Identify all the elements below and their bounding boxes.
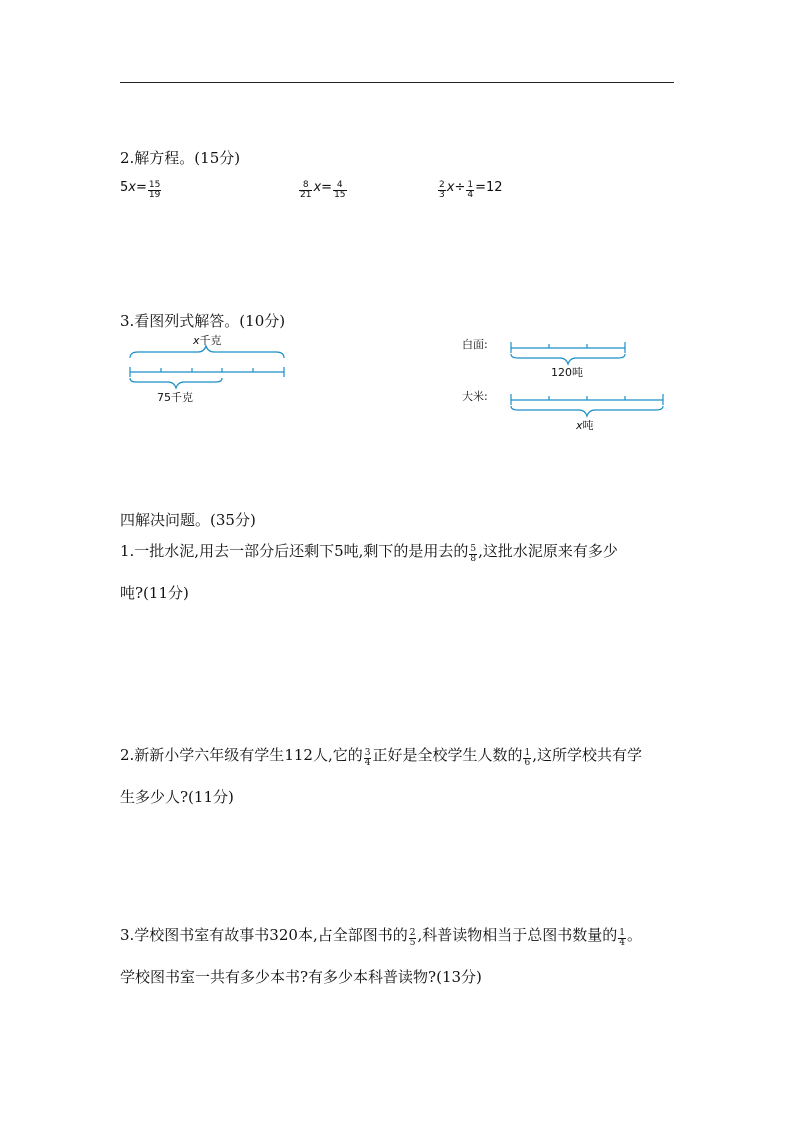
q2-equation-2 — [298, 179, 348, 200]
q2-title: 2.解方程。(15分) — [120, 149, 241, 167]
eq2-var: x — [313, 180, 322, 195]
eq1-var: x — [128, 180, 136, 195]
eq3-den2: 4 — [467, 189, 474, 200]
eq2-num2: 4 — [333, 181, 346, 191]
right-row2-label: 大米: — [462, 390, 488, 403]
q3-title: 3.看图列式解答。(10分) — [120, 312, 286, 330]
problem2-line1: 2.新新小学六年级有学生112人,它的 $\frac{3}{4}$ 正好是全校学生人数的 $\frac{1}{6}$ ,这所学校共有学 — [120, 746, 642, 768]
eq3-var: x — [446, 180, 455, 195]
p3-fraction-2: $\frac{1}{4}$ — [619, 928, 625, 948]
eq1-eq: = — [135, 180, 147, 195]
eq3-num2: 1 — [467, 179, 474, 190]
p2-fraction-2: $\frac{1}{6}$ — [524, 748, 531, 768]
eq3-op: ÷ — [454, 180, 466, 195]
left-diagram-top-label: x千克 — [193, 334, 222, 347]
problem1-line1: 1.一批水泥,用去一部分后还剩下5吨,剩下的是用去的 $\frac{5}{8}$ ,这批水泥原来有多少 — [120, 542, 618, 564]
q2-equation-1 — [120, 179, 162, 200]
eq3-fraction-2 — [466, 179, 474, 200]
p1-fraction: $\frac{5}{8}$ — [470, 544, 477, 564]
right-row1-total: 120吨 — [551, 366, 583, 379]
left-top-brace — [130, 346, 284, 358]
right-row1-brace — [511, 354, 625, 364]
p2-fraction-1: $\frac{3}{4}$ — [364, 748, 371, 768]
problem1-line2: 吨?(11分) — [120, 584, 189, 602]
eq1-den: 19 — [148, 189, 161, 200]
eq2-den1: 21 — [300, 189, 312, 200]
eq1-num: 15 — [148, 179, 161, 190]
eq3-num1: 2 — [439, 179, 445, 190]
eq2-eq: = — [321, 180, 333, 195]
eq3-rhs: =12 — [475, 180, 503, 195]
eq2-num1: 8 — [299, 181, 312, 191]
eq3-den1: 3 — [439, 189, 445, 200]
left-diagram-bottom-label: 75千克 — [157, 391, 193, 404]
right-row2-total: x吨 — [576, 419, 594, 432]
right-row2-brace — [511, 406, 663, 416]
left-bottom-brace — [130, 378, 222, 388]
eq2-den2: 15 — [334, 189, 346, 200]
p3-fraction-1: $\frac{2}{5}$ — [409, 928, 416, 948]
eq3-fraction-1 — [438, 179, 446, 200]
header-rule — [120, 82, 674, 83]
q2-equation-3 — [437, 179, 503, 200]
left-diagram-svg — [128, 344, 288, 392]
problem3-line2: 学校图书室一共有多少本书?有多少本科普读物?(13分) — [120, 968, 482, 986]
eq2-fraction-1 — [299, 179, 312, 200]
eq2-fraction-2 — [333, 179, 346, 200]
problem3-line1: 3.学校图书室有故事书320本,占全部图书的 $\frac{2}{5}$ ,科普读物相当于总图书数量的 $\frac{1}{4}$ 。 — [120, 926, 642, 948]
problem2-line2: 生多少人?(11分) — [120, 788, 234, 806]
eq1-fraction — [148, 179, 161, 200]
right-diagram-svg — [508, 338, 668, 428]
section4-title: 四解决问题。(35分) — [120, 511, 256, 529]
eq1-coef: 5 — [120, 180, 129, 195]
right-row1-label: 白面: — [462, 338, 488, 351]
